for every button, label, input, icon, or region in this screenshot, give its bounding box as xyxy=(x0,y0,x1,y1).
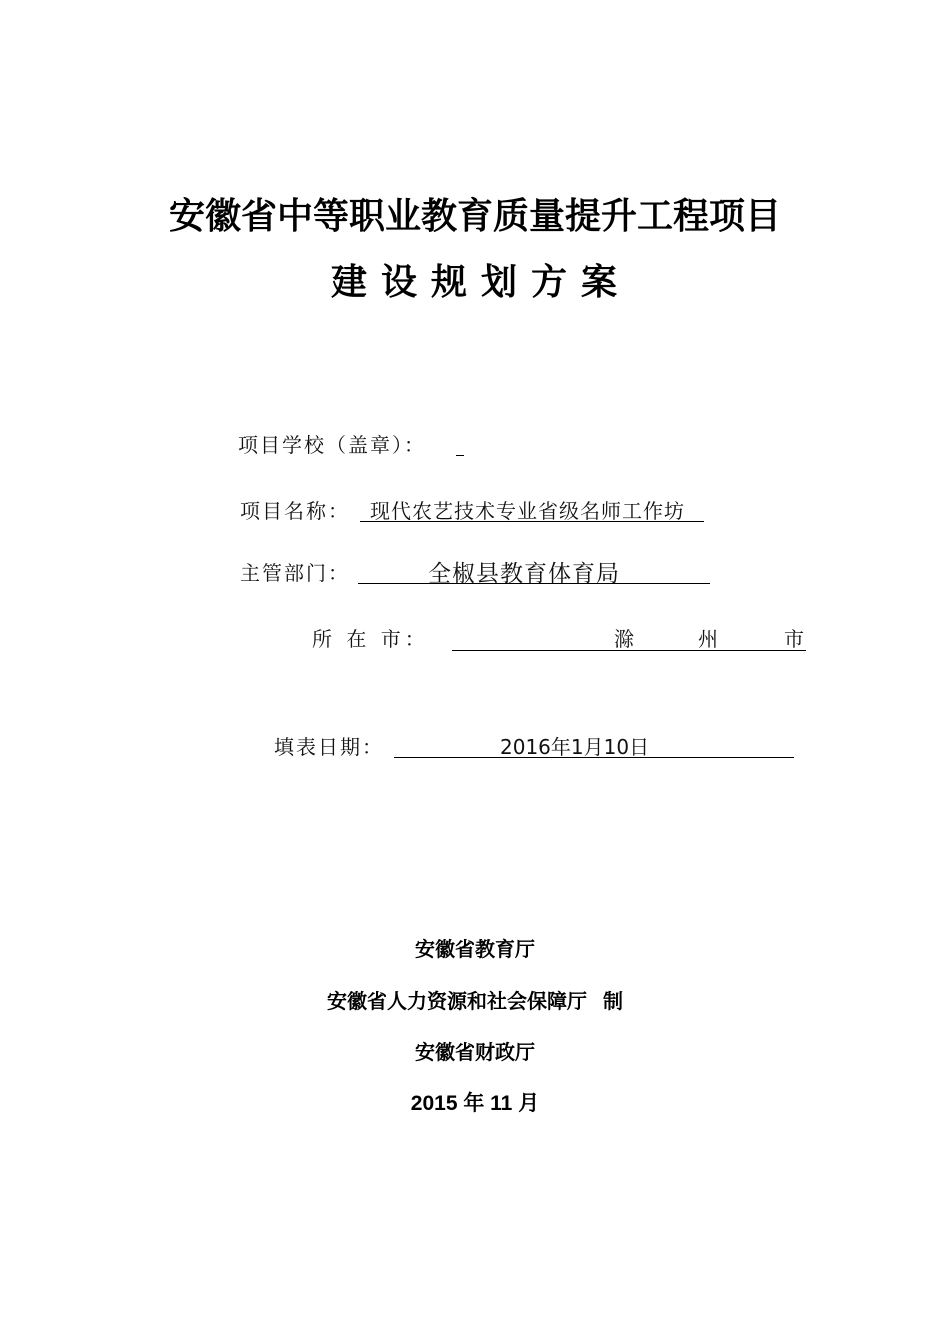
field-fill-date-value: 2016年1月10日 xyxy=(500,735,650,759)
field-project-name-label: 项目名称： xyxy=(240,499,350,523)
issuer-hr-dept xyxy=(0,985,950,1014)
field-city-char-3: 市 xyxy=(784,627,804,651)
issuer-finance-dept: 安徽省财政厅 xyxy=(415,1042,535,1064)
field-school-label: 项目学校（盖章）： xyxy=(238,433,426,457)
field-project-name-value: 现代农艺技术专业省级名师工作坊 xyxy=(370,499,685,523)
field-city-label: 所 在 市： xyxy=(312,627,429,651)
issue-date: 2015 年 11 月 xyxy=(410,1092,540,1115)
field-city-char-1: 滁 xyxy=(614,627,634,651)
field-department-label: 主管部门： xyxy=(240,561,350,585)
field-city-char-2: 州 xyxy=(698,627,718,651)
issuer-hr-dept-name: 安徽省人力资源和社会保障厅 xyxy=(327,991,587,1013)
issuer-education-dept: 安徽省教育厅 xyxy=(415,939,535,961)
field-school-value[interactable] xyxy=(456,431,464,456)
field-department-value: 全椒县教育体育局 xyxy=(428,561,620,587)
field-fill-date-label: 填表日期： xyxy=(274,735,384,759)
issuer-made-by: 制 xyxy=(603,991,623,1013)
document-subtitle: 建设规划方案 xyxy=(330,261,631,303)
document-title: 安徽省中等职业教育质量提升工程项目 xyxy=(168,195,781,237)
